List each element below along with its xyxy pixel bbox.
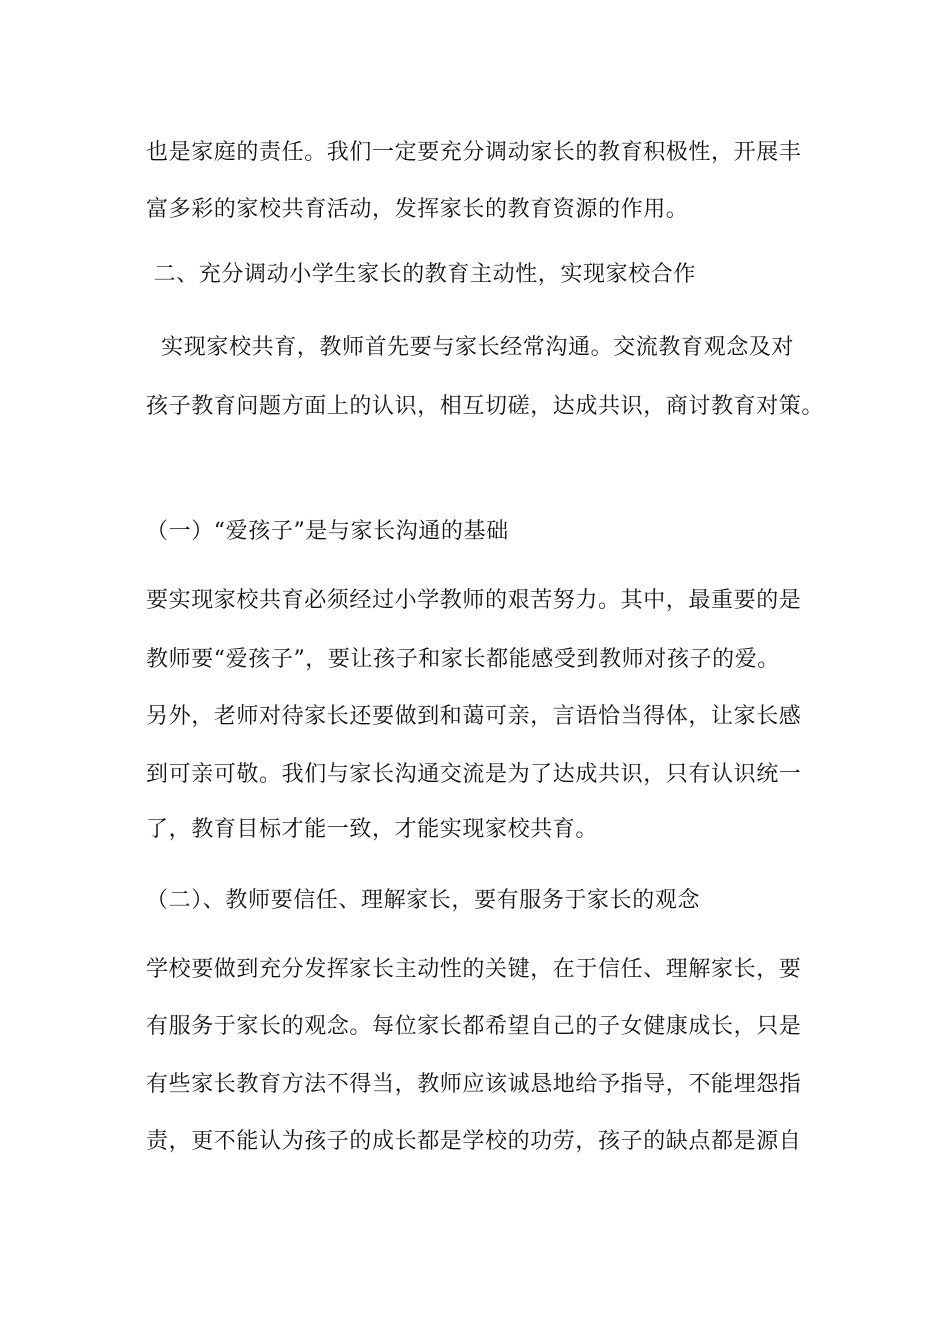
paragraph-line: 教师要“爱孩子”，要让孩子和家长都能感受到教师对孩子的爱。: [146, 647, 780, 672]
paragraph-line: 要实现家校共育必须经过小学教师的艰苦努力。其中，最重要的是: [146, 588, 802, 613]
section-heading: 二、充分调动小学生家长的教育主动性，实现家校合作: [146, 262, 696, 287]
paragraph-line: 富多彩的家校共育活动，发挥家长的教育资源的作用。: [146, 197, 689, 222]
paragraph-line: 另外，老师对待家长还要做到和蔼可亲，言语恰当得体，让家长感: [146, 704, 802, 729]
subsection-heading: （一）“爱孩子”是与家长沟通的基础: [146, 519, 509, 544]
paragraph-line: 也是家庭的责任。我们一定要充分调动家长的教育积极性，开展丰: [146, 140, 802, 165]
paragraph-line: 了，教育目标才能一致，才能实现家校共育。: [146, 817, 599, 842]
paragraph-line: 到可亲可敬。我们与家长沟通交流是为了达成共识，只有认识统一: [146, 762, 802, 787]
paragraph-line: 实现家校共育，教师首先要与家长经常沟通。交流教育观念及对: [146, 335, 794, 360]
paragraph-line: 有服务于家长的观念。每位家长都希望自己的子女健康成长，只是: [146, 1014, 802, 1039]
paragraph-line: 孩子教育问题方面上的认识，相互切磋，达成共识，商讨教育对策。: [146, 394, 825, 419]
paragraph-line: 责，更不能认为孩子的成长都是学校的功劳，孩子的缺点都是源自: [146, 1129, 802, 1154]
paragraph-line: 有些家长教育方法不得当，教师应该诚恳地给予指导，不能埋怨指: [146, 1072, 802, 1097]
paragraph-line: 学校要做到充分发挥家长主动性的关键，在于信任、理解家长，要: [146, 957, 802, 982]
subsection-heading: （二）、教师要信任、理解家长，要有服务于家长的观念: [146, 888, 701, 913]
